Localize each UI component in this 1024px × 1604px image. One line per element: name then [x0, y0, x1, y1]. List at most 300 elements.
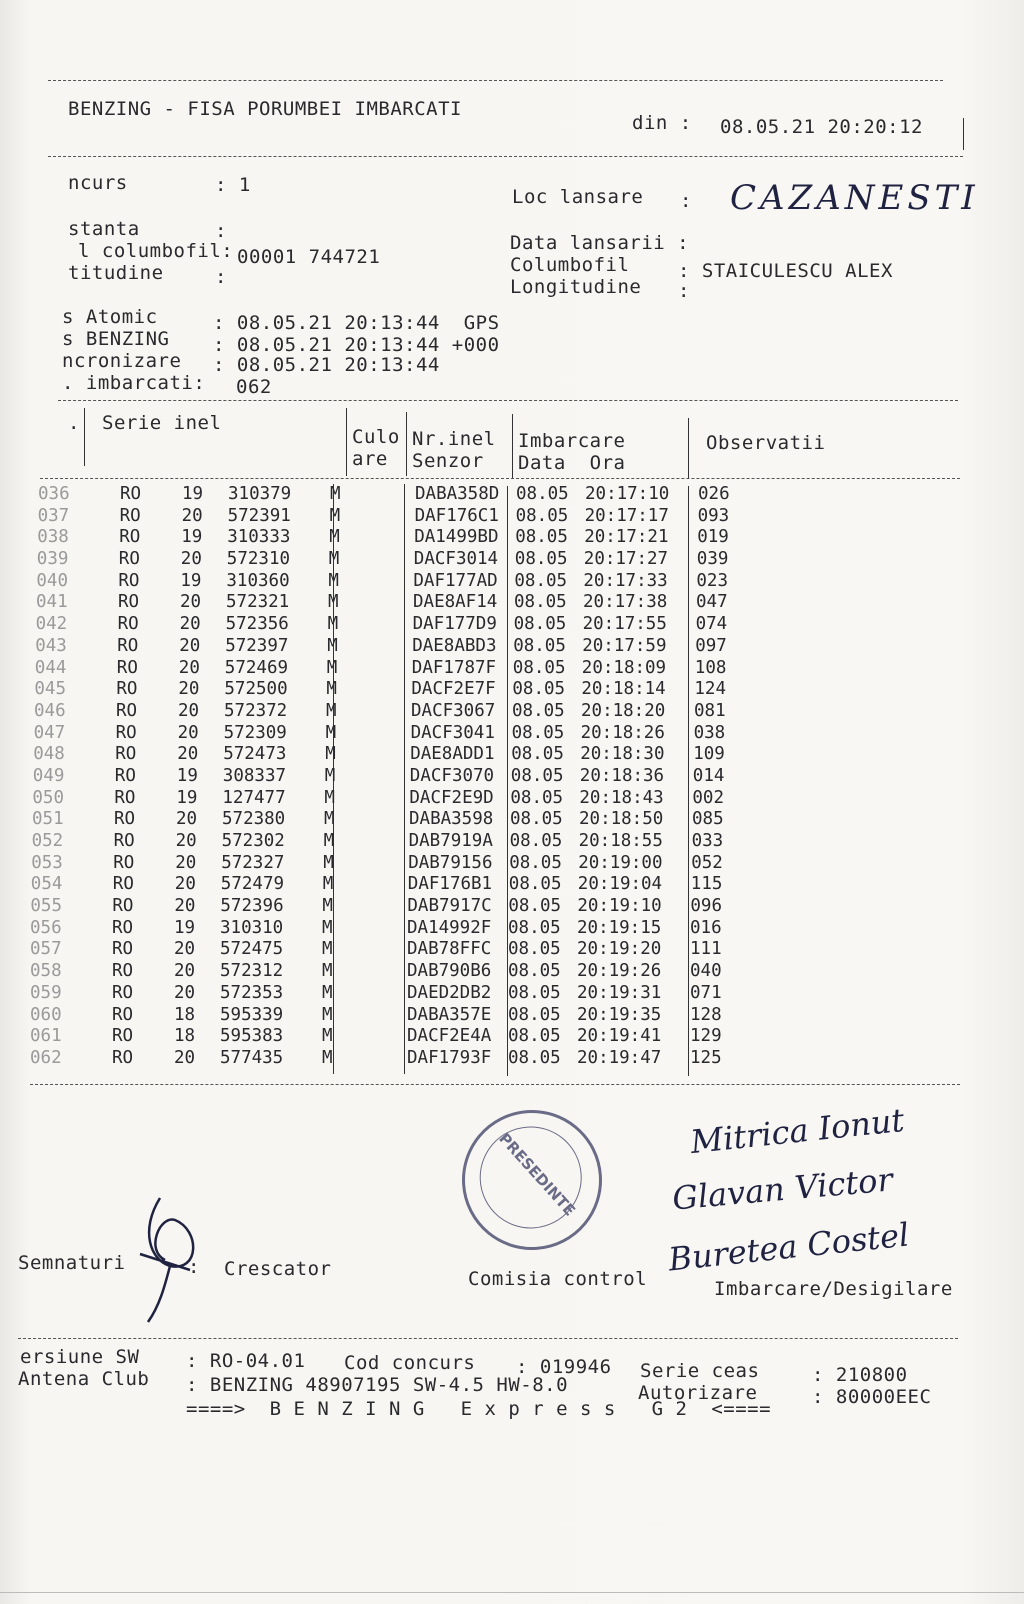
- table-row: [34, 723, 754, 745]
- country-code: RO: [118, 592, 140, 613]
- ring-year: 20: [181, 505, 203, 526]
- observation: 097: [695, 635, 727, 656]
- boarding-date: 08.05: [508, 874, 562, 895]
- latitudine-value: :: [215, 266, 227, 288]
- ring-year: 20: [174, 939, 196, 960]
- row-number: 046: [34, 700, 66, 721]
- association-stamp: [444, 1092, 620, 1268]
- sincronizare-label: ncronizare: [62, 350, 182, 372]
- ring-year: 19: [182, 484, 204, 504]
- boarding-date: 08.05: [508, 1004, 561, 1025]
- boarding-time: 20:17:59: [582, 635, 667, 656]
- porumbei-imbarcati-label: . imbarcati:: [62, 372, 206, 394]
- row-number: 047: [33, 722, 66, 743]
- observation: 128: [690, 1004, 722, 1025]
- row-number: 055: [30, 896, 62, 917]
- col-divider-culo: [406, 412, 407, 476]
- col-header-imbarcare: Imbarcare: [518, 430, 626, 452]
- row-number: 061: [30, 1026, 62, 1047]
- row-number: 049: [32, 765, 65, 786]
- ring-number: 572353: [220, 982, 284, 1003]
- table-row: [36, 592, 756, 614]
- sensor-id: DABA3598: [409, 809, 494, 830]
- concurs-label: ncurs: [68, 172, 128, 194]
- sensor-id: DAB7917C: [407, 896, 492, 917]
- sensor-id: DAB78FFC: [407, 939, 492, 960]
- sex: M: [327, 635, 338, 656]
- observation: 085: [692, 809, 724, 830]
- ring-year: 19: [176, 787, 198, 808]
- observation: 040: [690, 961, 722, 982]
- boarding-date: 08.05: [514, 549, 568, 570]
- table-row: [30, 896, 750, 918]
- country-code: RO: [120, 484, 142, 504]
- sex: M: [326, 700, 337, 721]
- sensor-id: DAED2DB2: [407, 982, 492, 1003]
- columbofil-id-value: 00001 744721: [237, 246, 381, 268]
- sex: M: [325, 744, 336, 765]
- sex: M: [330, 484, 341, 504]
- loc-lansare-handwritten: CAZANESTI: [730, 178, 979, 218]
- country-code: RO: [117, 635, 139, 656]
- handwritten-name-1: Mitrica Ionut: [688, 1100, 906, 1162]
- ring-number: 572479: [220, 874, 285, 895]
- boarding-time: 20:19:35: [577, 1004, 662, 1025]
- header-top-rule: [48, 80, 943, 81]
- row-number: 059: [30, 982, 62, 1003]
- boarding-time: 20:18:26: [580, 722, 665, 743]
- table-row: [35, 658, 755, 680]
- boarding-date: 08.05: [516, 484, 569, 504]
- country-code: RO: [116, 657, 138, 678]
- ring-year: 20: [177, 744, 199, 765]
- col-header-senzor: Senzor: [412, 450, 484, 472]
- ceas-atomic-value: : 08.05.21 20:13:44 GPS: [213, 312, 500, 334]
- autorizare-label: Autorizare: [638, 1382, 758, 1404]
- boarding-date: 08.05: [512, 700, 565, 721]
- table-row: [32, 809, 752, 831]
- observation: 019: [697, 527, 729, 548]
- ring-year: 20: [178, 657, 200, 678]
- ring-year: 18: [174, 1026, 196, 1047]
- sensor-id: DAF1787F: [411, 657, 497, 678]
- boarding-time: 20:18:50: [579, 809, 664, 830]
- stamp-text: PRESEDINTE: [495, 1129, 579, 1220]
- boarding-time: 20:17:38: [583, 592, 668, 613]
- boarding-date: 08.05: [508, 982, 561, 1003]
- sensor-id: DAF176B1: [407, 874, 493, 895]
- comisia-control-label: Comisia control: [468, 1268, 648, 1290]
- sensor-id: DAE8ADD1: [410, 744, 495, 765]
- table-row: [37, 527, 757, 549]
- col-divider-senzor: [512, 414, 513, 478]
- table-row: [36, 571, 756, 593]
- sensor-id: DACF3041: [410, 722, 495, 743]
- longitudine-label: Longitudine: [510, 276, 642, 298]
- boarding-date: 08.05: [508, 1047, 561, 1068]
- ring-year: 20: [180, 549, 202, 570]
- boarding-date: 08.05: [510, 809, 563, 830]
- ring-number: 127477: [222, 787, 286, 808]
- table-row: [30, 1048, 750, 1070]
- header-bottom-rule: [48, 156, 963, 157]
- row-number: 051: [32, 809, 64, 830]
- boarding-time: 20:18:36: [579, 765, 665, 786]
- country-code: RO: [112, 896, 134, 917]
- observation: 071: [690, 982, 722, 1003]
- observation: 115: [690, 874, 723, 895]
- table-row: [32, 788, 752, 810]
- ring-number: 572310: [226, 549, 291, 570]
- row-number: 056: [30, 917, 62, 938]
- sex: M: [328, 592, 339, 613]
- sex: M: [323, 852, 334, 873]
- row-number: 050: [32, 787, 64, 808]
- sex: M: [322, 1004, 333, 1025]
- country-code: RO: [114, 787, 136, 808]
- ring-year: 20: [179, 614, 201, 635]
- boarding-time: 20:19:00: [578, 852, 663, 873]
- table-row: [30, 983, 750, 1005]
- boarding-date: 08.05: [511, 744, 564, 765]
- boarding-date: 08.05: [509, 852, 562, 873]
- sensor-id: DAE8AF14: [413, 592, 498, 613]
- sex: M: [324, 787, 335, 808]
- handwritten-name-3: Buretea Costel: [666, 1215, 911, 1279]
- row-number: 054: [30, 874, 63, 895]
- boarding-date: 08.05: [511, 722, 565, 743]
- boarding-time: 20:18:09: [581, 657, 667, 678]
- boarding-date: 08.05: [513, 635, 566, 656]
- boarding-date: 08.05: [508, 896, 562, 917]
- table-body: [30, 484, 750, 1070]
- sensor-id: DA14992F: [407, 917, 492, 938]
- col-divider-serie: [346, 408, 347, 476]
- antena-club-label: Antena Club: [18, 1368, 150, 1390]
- ring-number: 572380: [222, 809, 286, 830]
- observation: 108: [694, 657, 727, 678]
- country-code: RO: [113, 852, 135, 873]
- ceas-benzing-value: : 08.05.21 20:13:44 +000: [213, 334, 500, 356]
- sex: M: [326, 679, 337, 700]
- columbofil-name-value: : STAICULESCU ALEX: [678, 260, 893, 282]
- row-number: 057: [30, 939, 62, 960]
- boarding-time: 20:17:55: [582, 614, 667, 635]
- boarding-time: 20:18:43: [579, 787, 664, 808]
- boarding-date: 08.05: [512, 679, 566, 700]
- data-lansarii-label: Data lansarii :: [510, 232, 690, 254]
- country-code: RO: [114, 765, 136, 786]
- country-code: RO: [112, 939, 134, 960]
- row-number: 045: [34, 679, 66, 700]
- din-label: din :: [632, 112, 692, 134]
- country-code: RO: [112, 917, 134, 938]
- sensor-id: DAE8ABD3: [412, 635, 497, 656]
- country-code: RO: [119, 527, 141, 548]
- observation: 111: [690, 939, 722, 960]
- table-bottom-rule: [30, 1084, 960, 1085]
- boarding-date: 08.05: [510, 787, 564, 808]
- sensor-id: DAB7919A: [408, 831, 493, 851]
- ring-number: 310360: [226, 570, 290, 591]
- boarding-time: 20:19:04: [577, 874, 663, 895]
- imbarcare-desigilare-label: Imbarcare/Desigilare: [714, 1278, 953, 1300]
- table-row: [34, 679, 754, 701]
- ring-number: 572500: [224, 679, 288, 700]
- sensor-id: DACF2E7F: [411, 679, 496, 700]
- sensor-id: DAF177D9: [412, 614, 497, 635]
- versiune-sw-value: : RO-04.01: [186, 1350, 306, 1372]
- sex: M: [323, 831, 335, 851]
- table-top-rule: [58, 400, 958, 401]
- observation: 096: [690, 896, 722, 917]
- ring-year: 20: [180, 592, 202, 613]
- serie-ceas-value: : 210800: [812, 1364, 908, 1386]
- ring-number: 310333: [227, 527, 291, 548]
- ring-number: 572372: [224, 700, 288, 721]
- boarding-date: 08.05: [513, 614, 567, 635]
- country-code: RO: [118, 570, 140, 591]
- ring-number: 572312: [220, 961, 284, 982]
- boarding-date: 08.05: [514, 592, 567, 613]
- boarding-time: 20:17:10: [585, 484, 670, 504]
- col-divider-nr: [84, 408, 85, 466]
- sex: M: [322, 982, 333, 1003]
- semnaturi-sep: :: [188, 1256, 200, 1278]
- boarding-time: 20:18:14: [581, 679, 666, 700]
- sex: M: [322, 1047, 333, 1068]
- table-row: [32, 831, 752, 853]
- ring-number: 572469: [224, 657, 289, 678]
- cod-concurs-label: Cod concurs: [344, 1352, 476, 1374]
- boarding-time: 20:19:15: [577, 917, 662, 938]
- country-code: RO: [112, 982, 134, 1003]
- sensor-id: DACF2E9D: [409, 787, 494, 808]
- ring-year: 18: [174, 1004, 196, 1025]
- country-code: RO: [112, 1047, 134, 1068]
- boarding-date: 08.05: [512, 657, 566, 678]
- sex: M: [322, 961, 333, 982]
- boarding-date: 08.05: [508, 939, 561, 960]
- row-number: 044: [34, 657, 67, 678]
- row-number: 060: [30, 1004, 62, 1025]
- observation: 093: [697, 505, 730, 526]
- sex: M: [324, 765, 336, 786]
- col-header-nrinel: Nr.inel: [412, 428, 496, 450]
- boarding-time: 20:19:10: [577, 896, 662, 917]
- col-header-serie: Serie inel: [102, 412, 222, 434]
- distanta-label: stanta: [68, 218, 140, 240]
- autorizare-value: : 80000EEC: [812, 1386, 932, 1408]
- observation: 038: [693, 722, 726, 743]
- sensor-id: DACF2E4A: [407, 1026, 492, 1047]
- boarding-date: 08.05: [508, 917, 561, 938]
- distanta-value: :: [215, 220, 227, 242]
- country-code: RO: [117, 614, 139, 635]
- sensor-id: DAF176C1: [414, 505, 499, 526]
- table-row: [31, 853, 751, 875]
- ring-number: 572397: [225, 635, 289, 656]
- observation: 047: [696, 592, 728, 613]
- loc-lansare-sep: :: [680, 190, 692, 212]
- col-header-observatii: Observatii: [706, 432, 826, 454]
- boarding-time: 20:17:17: [584, 505, 669, 526]
- table-row: [38, 506, 758, 528]
- sex: M: [328, 570, 339, 591]
- ring-number: 577435: [220, 1047, 284, 1068]
- columbofil-id-label: l columbofil:: [78, 240, 234, 262]
- boarding-time: 20:17:27: [583, 549, 669, 570]
- table-row: [30, 939, 750, 961]
- sex: M: [326, 657, 338, 678]
- row-number: 048: [33, 744, 65, 765]
- sensor-id: DACF3070: [409, 765, 495, 786]
- ring-year: 20: [174, 961, 196, 982]
- ring-year: 19: [174, 917, 196, 938]
- observation: 016: [690, 917, 722, 938]
- boarding-time: 20:17:21: [584, 527, 669, 548]
- ring-year: 19: [180, 570, 202, 591]
- table-row: [34, 701, 754, 723]
- observation: 002: [692, 787, 724, 808]
- country-code: RO: [112, 874, 134, 895]
- loc-lansare-label: Loc lansare: [512, 186, 644, 208]
- sex: M: [322, 939, 333, 960]
- boarding-time: 20:18:20: [581, 700, 666, 721]
- row-number: 040: [36, 570, 68, 591]
- col-header-nr: .: [68, 412, 80, 434]
- page-bottom-edge: [0, 1592, 1024, 1593]
- ring-year: 20: [174, 982, 196, 1003]
- row-number: 043: [35, 635, 67, 656]
- col-divider-imbarcare: [688, 418, 689, 478]
- row-number: 042: [35, 614, 68, 635]
- ring-number: 572321: [226, 592, 290, 613]
- boarding-date: 08.05: [515, 527, 568, 548]
- ring-number: 572356: [225, 614, 289, 635]
- observation: 125: [690, 1047, 722, 1068]
- sensor-id: DACF3014: [413, 549, 499, 570]
- country-code: RO: [118, 549, 140, 570]
- sensor-id: DAF177AD: [413, 570, 498, 591]
- row-number: 053: [31, 852, 63, 873]
- ring-year: 20: [174, 896, 196, 917]
- ring-number: 595339: [220, 1004, 284, 1025]
- antena-club-value: : BENZING 48907195 SW-4.5 HW-8.0: [186, 1374, 569, 1396]
- ring-number: 572475: [220, 939, 284, 960]
- boarding-date: 08.05: [514, 570, 568, 591]
- ring-number: 572309: [223, 722, 287, 743]
- table-row: [30, 1026, 750, 1048]
- sex: M: [329, 527, 340, 548]
- sex: M: [322, 874, 334, 895]
- observation: 014: [692, 765, 725, 786]
- ring-year: 20: [175, 831, 197, 851]
- country-code: RO: [116, 700, 138, 721]
- table-row: [30, 1005, 750, 1027]
- ring-year: 20: [174, 874, 196, 895]
- ring-number: 310310: [220, 917, 284, 938]
- footer-top-rule: [18, 1338, 958, 1339]
- sex: M: [322, 896, 333, 917]
- boarding-time: 20:19:31: [577, 982, 662, 1003]
- ring-number: 595383: [220, 1026, 284, 1047]
- table-row: [30, 961, 750, 983]
- longitudine-value: :: [678, 280, 690, 302]
- col-header-are: are: [352, 448, 388, 470]
- row-number: 058: [30, 961, 62, 982]
- latitudine-label: titudine: [68, 262, 164, 284]
- table-row: [33, 766, 753, 788]
- boarding-time: 20:19:26: [577, 961, 662, 982]
- table-row: [31, 874, 751, 896]
- observation: 074: [695, 614, 728, 635]
- col-header-culo: Culo: [352, 426, 400, 448]
- table-row: [35, 636, 755, 658]
- observation: 129: [690, 1026, 722, 1047]
- table-row: [33, 744, 753, 766]
- porumbei-imbarcati-value: 062: [236, 376, 272, 398]
- boarding-date: 08.05: [510, 765, 564, 786]
- ring-year: 20: [177, 722, 199, 743]
- table-row: [37, 549, 757, 571]
- ring-year: 20: [178, 679, 200, 700]
- ring-number: 572391: [227, 505, 291, 526]
- country-code: RO: [116, 679, 138, 700]
- ring-year: 19: [176, 765, 198, 786]
- concurs-value: : 1: [215, 174, 251, 196]
- boarding-date: 08.05: [508, 961, 561, 982]
- sex: M: [329, 505, 341, 526]
- sensor-id: DAB79156: [408, 852, 493, 873]
- country-code: RO: [112, 1004, 134, 1025]
- versiune-sw-label: ersiune SW: [20, 1346, 140, 1368]
- country-code: RO: [112, 961, 134, 982]
- table-row: [30, 918, 750, 940]
- semnaturi-label: Semnaturi: [18, 1252, 126, 1274]
- row-number: 041: [36, 592, 68, 613]
- sensor-id: DACF3067: [411, 700, 496, 721]
- sensor-id: DABA358D: [415, 484, 500, 504]
- observation: 023: [696, 570, 728, 591]
- ring-year: 20: [179, 635, 201, 656]
- columbofil-name-label: Columbofil: [510, 254, 630, 276]
- sensor-id: DAF1793F: [407, 1047, 492, 1068]
- ring-number: 572327: [221, 852, 285, 873]
- ring-number: 310379: [228, 484, 292, 504]
- sex: M: [324, 809, 335, 830]
- boarding-time: 20:19:20: [577, 939, 662, 960]
- observation: 052: [691, 852, 723, 873]
- observation: 109: [693, 744, 725, 765]
- sex: M: [322, 1026, 333, 1047]
- boarding-time: 20:19:47: [577, 1047, 662, 1068]
- row-number: 062: [30, 1047, 62, 1068]
- document-title: BENZING - FISA PORUMBEI IMBARCATI: [68, 98, 462, 120]
- row-number: 038: [37, 527, 69, 548]
- observation: 124: [694, 679, 726, 700]
- boarding-date: 08.05: [515, 505, 569, 526]
- table-header-bottom-rule: [40, 478, 960, 479]
- country-code: RO: [112, 1026, 134, 1047]
- ring-year: 20: [176, 809, 198, 830]
- sensor-id: DABA357E: [407, 1004, 492, 1025]
- sex: M: [328, 549, 340, 570]
- ring-number: 308337: [222, 765, 287, 786]
- observation: 081: [694, 700, 726, 721]
- crescator-label: Crescator: [224, 1258, 332, 1280]
- table-row: [38, 484, 758, 506]
